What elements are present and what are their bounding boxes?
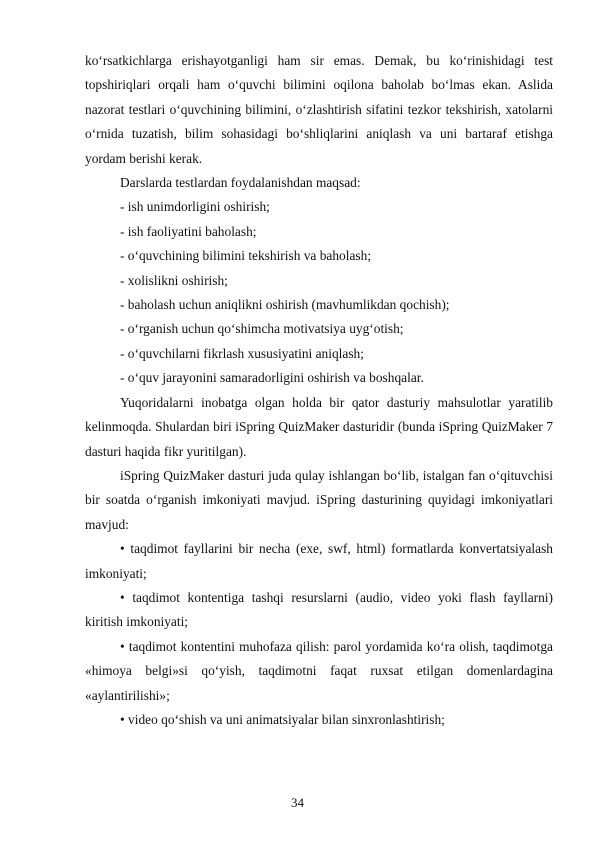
list-item: - baholash uchun aniqlikni oshirish (mavhumlikdan qochish); xyxy=(120,297,450,313)
bullet-item: • taqdimot kontentiga tashqi resurslarni (audio, video yoki flash fayllarni) kiritish imkoniyati; xyxy=(85,589,553,630)
paragraph-software: Yuqoridalarni inobatga olgan holda bir qator dasturiy mahsulotlar yaratilib kelinmoqda. Shulardan biri iSpring QuizMaker dasturidir (bunda iSpring QuizMaker 7 dasturi haqida fikr yuritilgan). xyxy=(85,394,553,459)
list-item: - ish unimdorligini oshirish; xyxy=(120,199,270,215)
list-item: - o‘quvchilarni fikrlash xususiyatini aniqlash; xyxy=(120,345,364,361)
paragraph-goals-heading: Darslarda testlardan foydalanishdan maqsad: xyxy=(120,175,361,191)
paragraph-intro: ko‘rsatkichlarga erishayotganligi ham sir emas. Demak, bu ko‘rinishidagi test topshiriqlari orqali ham o‘quvchi bilimini oqilona baholab bo‘lmas ekan. Aslida nazorat testlari o‘quvchining bilimini, o‘zlashtirish sifatini tezkor tekshirish, xatolarni o‘rnida tuzatish, bilim sohasidagi bo‘shliqlarini aniqlash va uni bartaraf etishga yordam berishi kerak. xyxy=(85,53,553,166)
page-number: 34 xyxy=(291,795,304,810)
list-item: - o‘quvchining bilimini tekshirish va baholash; xyxy=(120,248,372,264)
bullet-item: • taqdimot fayllarini bir necha (exe, swf, html) formatlarda konvertatsiyalash imkoniyati; xyxy=(85,541,553,581)
bullet-item: • video qo‘shish va uni animatsiyalar bilan sinxronlashtirish; xyxy=(120,711,445,727)
list-item: - ish faoliyatini baholash; xyxy=(120,223,257,239)
list-item: - xolislikni oshirish; xyxy=(120,272,228,288)
list-item: - o‘quv jarayonini samaradorligini oshirish va boshqalar. xyxy=(120,370,424,386)
list-item: - o‘rganish uchun qo‘shimcha motivatsiya uyg‘otish; xyxy=(120,321,404,337)
paragraph-ispring: iSpring QuizMaker dasturi juda qulay ishlangan bo‘lib, istalgan fan o‘qituvchisi bir soatda o‘rganish imkoniyati mavjud. iSpring dasturining quyidagi imkoniyatlari mavjud: xyxy=(85,467,553,532)
page-content xyxy=(85,49,553,732)
bullet-item: • taqdimot kontentini muhofaza qilish: parol yordamida ko‘ra olish, taqdimotga «himoya belgi»si qo‘yish, taqdimotni faqat ruxsat etilgan domenlardagina «aylantirilishi»; xyxy=(85,638,553,703)
